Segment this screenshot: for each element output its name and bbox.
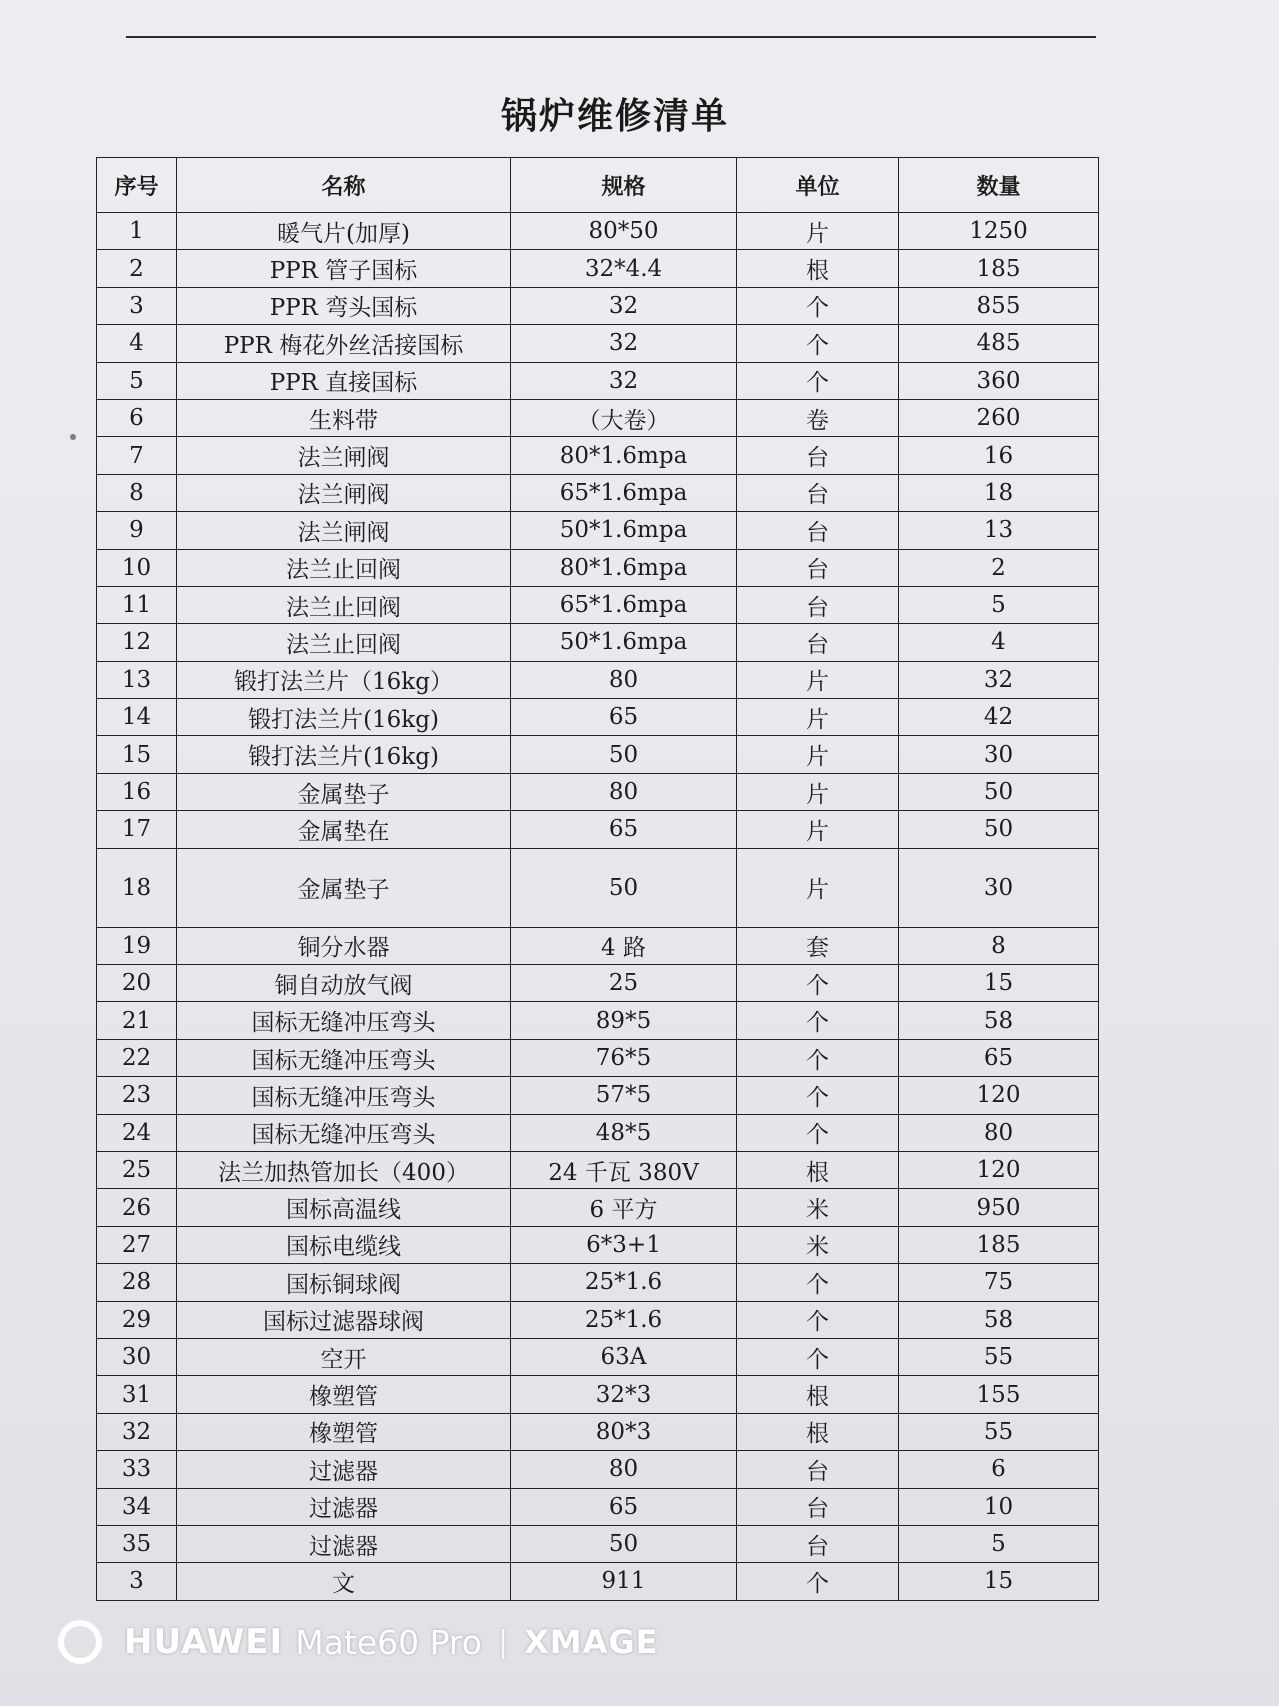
cell-name: 生料带 <box>177 399 511 436</box>
table-row <box>97 512 1099 549</box>
camera-ring-icon <box>58 1620 102 1664</box>
table-row <box>97 1563 1099 1600</box>
cell-quantity: 16 <box>899 437 1099 474</box>
cell-name: 铜自动放气阀 <box>177 965 511 1002</box>
cell-index: 7 <box>97 437 177 474</box>
cell-unit: 卷 <box>737 399 899 436</box>
cell-unit: 台 <box>737 624 899 661</box>
cell-quantity: 50 <box>899 773 1099 810</box>
cell-name: 锻打法兰片(16kg) <box>177 736 511 773</box>
cell-unit: 套 <box>737 927 899 964</box>
cell-index: 15 <box>97 736 177 773</box>
table-row <box>97 250 1099 287</box>
table-row <box>97 1151 1099 1188</box>
cell-quantity: 15 <box>899 1563 1099 1600</box>
cell-quantity: 4 <box>899 624 1099 661</box>
cell-spec: 80*1.6mpa <box>511 549 737 586</box>
watermark-separator: | <box>497 1624 509 1660</box>
cell-name: PPR 直接国标 <box>177 362 511 399</box>
cell-index: 28 <box>97 1264 177 1301</box>
cell-quantity: 360 <box>899 362 1099 399</box>
cell-unit: 个 <box>737 287 899 324</box>
cell-unit: 片 <box>737 213 899 250</box>
cell-name: 过滤器 <box>177 1488 511 1525</box>
cell-index: 8 <box>97 474 177 511</box>
cell-quantity: 185 <box>899 250 1099 287</box>
cell-index: 25 <box>97 1151 177 1188</box>
cell-spec: 6 平方 <box>511 1189 737 1226</box>
cell-index: 18 <box>97 848 177 927</box>
cell-index: 26 <box>97 1189 177 1226</box>
camera-watermark <box>58 1612 658 1672</box>
cell-quantity: 58 <box>899 1301 1099 1338</box>
cell-name: 锻打法兰片(16kg) <box>177 699 511 736</box>
header-quantity: 数量 <box>899 158 1099 213</box>
cell-spec: 76*5 <box>511 1039 737 1076</box>
cell-index: 17 <box>97 811 177 848</box>
header-spec: 规格 <box>511 158 737 213</box>
cell-unit: 米 <box>737 1226 899 1263</box>
cell-unit: 根 <box>737 1151 899 1188</box>
table-row <box>97 848 1099 927</box>
table-row <box>97 325 1099 362</box>
cell-spec: 80 <box>511 773 737 810</box>
watermark-mode: XMAGE <box>524 1623 659 1661</box>
cell-spec: 911 <box>511 1563 737 1600</box>
cell-index: 19 <box>97 927 177 964</box>
cell-quantity: 75 <box>899 1264 1099 1301</box>
cell-name: 过滤器 <box>177 1525 511 1562</box>
table-row <box>97 1525 1099 1562</box>
cell-unit: 台 <box>737 1451 899 1488</box>
cell-unit: 片 <box>737 811 899 848</box>
cell-quantity: 42 <box>899 699 1099 736</box>
cell-name: 国标电缆线 <box>177 1226 511 1263</box>
cell-unit: 台 <box>737 512 899 549</box>
table-row <box>97 736 1099 773</box>
cell-unit: 台 <box>737 437 899 474</box>
cell-unit: 片 <box>737 848 899 927</box>
cell-spec: 50*1.6mpa <box>511 624 737 661</box>
cell-unit: 个 <box>737 1301 899 1338</box>
cell-quantity: 855 <box>899 287 1099 324</box>
cell-quantity: 50 <box>899 811 1099 848</box>
cell-name: 法兰止回阀 <box>177 586 511 623</box>
cell-spec: 25*1.6 <box>511 1264 737 1301</box>
cell-spec: 80*1.6mpa <box>511 437 737 474</box>
cell-index: 12 <box>97 624 177 661</box>
cell-name: 金属垫在 <box>177 811 511 848</box>
table-row <box>97 213 1099 250</box>
cell-unit: 根 <box>737 1376 899 1413</box>
cell-name: 金属垫子 <box>177 848 511 927</box>
cell-index: 3 <box>97 287 177 324</box>
cell-spec: 80*50 <box>511 213 737 250</box>
cell-index: 6 <box>97 399 177 436</box>
cell-unit: 台 <box>737 549 899 586</box>
table-row <box>97 474 1099 511</box>
cell-index: 1 <box>97 213 177 250</box>
header-index: 序号 <box>97 158 177 213</box>
watermark-model: Mate60 Pro <box>295 1622 482 1662</box>
cell-unit: 个 <box>737 325 899 362</box>
table-row <box>97 965 1099 1002</box>
cell-name: PPR 梅花外丝活接国标 <box>177 325 511 362</box>
cell-index: 34 <box>97 1488 177 1525</box>
cell-quantity: 120 <box>899 1151 1099 1188</box>
cell-name: 法兰闸阀 <box>177 437 511 474</box>
cell-name: 国标无缝冲压弯头 <box>177 1114 511 1151</box>
cell-spec: 6*3+1 <box>511 1226 737 1263</box>
cell-unit: 根 <box>737 250 899 287</box>
cell-spec: 32 <box>511 362 737 399</box>
cell-quantity: 13 <box>899 512 1099 549</box>
table-row <box>97 811 1099 848</box>
cell-index: 5 <box>97 362 177 399</box>
cell-unit: 个 <box>737 1077 899 1114</box>
cell-name: 国标无缝冲压弯头 <box>177 1002 511 1039</box>
cell-name: 法兰闸阀 <box>177 474 511 511</box>
header-name: 名称 <box>177 158 511 213</box>
cell-quantity: 55 <box>899 1413 1099 1450</box>
cell-spec: 89*5 <box>511 1002 737 1039</box>
cell-spec: 63A <box>511 1338 737 1375</box>
cell-index: 31 <box>97 1376 177 1413</box>
cell-spec: 57*5 <box>511 1077 737 1114</box>
table-row <box>97 1226 1099 1263</box>
table-row <box>97 399 1099 436</box>
cell-quantity: 80 <box>899 1114 1099 1151</box>
cell-quantity: 950 <box>899 1189 1099 1226</box>
cell-name: 橡塑管 <box>177 1413 511 1450</box>
table-row <box>97 1039 1099 1076</box>
table-row <box>97 1413 1099 1450</box>
table-row <box>97 1114 1099 1151</box>
table-row <box>97 1301 1099 1338</box>
cell-quantity: 18 <box>899 474 1099 511</box>
table-row <box>97 586 1099 623</box>
cell-unit: 片 <box>737 736 899 773</box>
cell-spec: 50 <box>511 1525 737 1562</box>
cell-quantity: 65 <box>899 1039 1099 1076</box>
header-unit: 单位 <box>737 158 899 213</box>
cell-index: 29 <box>97 1301 177 1338</box>
cell-quantity: 2 <box>899 549 1099 586</box>
cell-quantity: 6 <box>899 1451 1099 1488</box>
table-row <box>97 1002 1099 1039</box>
paper-speck <box>70 434 76 440</box>
cell-name: 国标铜球阀 <box>177 1264 511 1301</box>
cell-name: 国标无缝冲压弯头 <box>177 1077 511 1114</box>
cell-index: 33 <box>97 1451 177 1488</box>
cell-spec: 32 <box>511 325 737 362</box>
cell-index: 24 <box>97 1114 177 1151</box>
cell-quantity: 485 <box>899 325 1099 362</box>
table-row <box>97 661 1099 698</box>
table-row <box>97 362 1099 399</box>
cell-quantity: 58 <box>899 1002 1099 1039</box>
cell-unit: 台 <box>737 586 899 623</box>
cell-quantity: 8 <box>899 927 1099 964</box>
cell-unit: 片 <box>737 661 899 698</box>
cell-unit: 个 <box>737 1338 899 1375</box>
cell-name: 文 <box>177 1563 511 1600</box>
cell-name: 国标无缝冲压弯头 <box>177 1039 511 1076</box>
table-body <box>97 213 1099 1601</box>
cell-quantity: 155 <box>899 1376 1099 1413</box>
cell-spec: 25*1.6 <box>511 1301 737 1338</box>
table-row <box>97 1338 1099 1375</box>
cell-name: 法兰止回阀 <box>177 549 511 586</box>
repair-list-table <box>96 157 1099 1601</box>
cell-spec: 65 <box>511 1488 737 1525</box>
cell-spec: 32*3 <box>511 1376 737 1413</box>
cell-quantity: 185 <box>899 1226 1099 1263</box>
top-rule <box>126 36 1096 38</box>
cell-spec: 65 <box>511 699 737 736</box>
cell-name: 国标过滤器球阀 <box>177 1301 511 1338</box>
table-row <box>97 927 1099 964</box>
cell-spec: 65*1.6mpa <box>511 586 737 623</box>
cell-index: 4 <box>97 325 177 362</box>
cell-quantity: 1250 <box>899 213 1099 250</box>
cell-quantity: 120 <box>899 1077 1099 1114</box>
cell-index: 30 <box>97 1338 177 1375</box>
cell-spec: 32 <box>511 287 737 324</box>
cell-quantity: 30 <box>899 848 1099 927</box>
cell-quantity: 5 <box>899 586 1099 623</box>
cell-name: 国标高温线 <box>177 1189 511 1226</box>
table-row <box>97 1488 1099 1525</box>
cell-spec: 4 路 <box>511 927 737 964</box>
cell-index: 23 <box>97 1077 177 1114</box>
cell-index: 21 <box>97 1002 177 1039</box>
cell-index: 32 <box>97 1413 177 1450</box>
cell-name: 锻打法兰片（16kg） <box>177 661 511 698</box>
table-row <box>97 549 1099 586</box>
cell-quantity: 32 <box>899 661 1099 698</box>
cell-name: 铜分水器 <box>177 927 511 964</box>
cell-unit: 片 <box>737 773 899 810</box>
cell-unit: 台 <box>737 1525 899 1562</box>
table-row <box>97 624 1099 661</box>
cell-index: 10 <box>97 549 177 586</box>
cell-name: 过滤器 <box>177 1451 511 1488</box>
cell-spec: 65 <box>511 811 737 848</box>
cell-quantity: 10 <box>899 1488 1099 1525</box>
cell-name: 法兰闸阀 <box>177 512 511 549</box>
cell-spec: 50*1.6mpa <box>511 512 737 549</box>
cell-spec: 32*4.4 <box>511 250 737 287</box>
table-header-row <box>97 158 1099 213</box>
cell-name: 暖气片(加厚) <box>177 213 511 250</box>
cell-unit: 根 <box>737 1413 899 1450</box>
table-row <box>97 773 1099 810</box>
cell-index: 16 <box>97 773 177 810</box>
cell-unit: 片 <box>737 699 899 736</box>
cell-unit: 个 <box>737 1114 899 1151</box>
cell-index: 2 <box>97 250 177 287</box>
cell-spec: 25 <box>511 965 737 1002</box>
cell-name: PPR 管子国标 <box>177 250 511 287</box>
cell-quantity: 55 <box>899 1338 1099 1375</box>
cell-unit: 米 <box>737 1189 899 1226</box>
watermark-brand: HUAWEI <box>124 1622 284 1662</box>
cell-index: 20 <box>97 965 177 1002</box>
cell-unit: 个 <box>737 1264 899 1301</box>
cell-spec: 80*3 <box>511 1413 737 1450</box>
cell-spec: 50 <box>511 848 737 927</box>
cell-spec: 80 <box>511 1451 737 1488</box>
cell-quantity: 260 <box>899 399 1099 436</box>
cell-unit: 台 <box>737 1488 899 1525</box>
cell-name: 法兰加热管加长（400） <box>177 1151 511 1188</box>
cell-unit: 台 <box>737 474 899 511</box>
cell-spec: 80 <box>511 661 737 698</box>
cell-spec: （大卷） <box>511 399 737 436</box>
table-row <box>97 699 1099 736</box>
table-row <box>97 1376 1099 1413</box>
document-title: 锅炉维修清单 <box>500 96 729 137</box>
table-row <box>97 1451 1099 1488</box>
cell-name: PPR 弯头国标 <box>177 287 511 324</box>
table-row <box>97 1264 1099 1301</box>
cell-index: 3 <box>97 1563 177 1600</box>
cell-unit: 个 <box>737 1563 899 1600</box>
cell-spec: 48*5 <box>511 1114 737 1151</box>
table-row <box>97 1189 1099 1226</box>
cell-index: 9 <box>97 512 177 549</box>
cell-unit: 个 <box>737 1002 899 1039</box>
cell-index: 22 <box>97 1039 177 1076</box>
table-row <box>97 1077 1099 1114</box>
cell-quantity: 5 <box>899 1525 1099 1562</box>
cell-quantity: 30 <box>899 736 1099 773</box>
cell-unit: 个 <box>737 362 899 399</box>
cell-index: 14 <box>97 699 177 736</box>
cell-index: 27 <box>97 1226 177 1263</box>
cell-index: 35 <box>97 1525 177 1562</box>
cell-name: 法兰止回阀 <box>177 624 511 661</box>
cell-quantity: 15 <box>899 965 1099 1002</box>
table-row <box>97 437 1099 474</box>
cell-index: 13 <box>97 661 177 698</box>
table-row <box>97 287 1099 324</box>
cell-spec: 24 千瓦 380V <box>511 1151 737 1188</box>
cell-spec: 50 <box>511 736 737 773</box>
cell-spec: 65*1.6mpa <box>511 474 737 511</box>
cell-unit: 个 <box>737 1039 899 1076</box>
cell-name: 橡塑管 <box>177 1376 511 1413</box>
cell-name: 空开 <box>177 1338 511 1375</box>
cell-unit: 个 <box>737 965 899 1002</box>
cell-index: 11 <box>97 586 177 623</box>
cell-name: 金属垫子 <box>177 773 511 810</box>
